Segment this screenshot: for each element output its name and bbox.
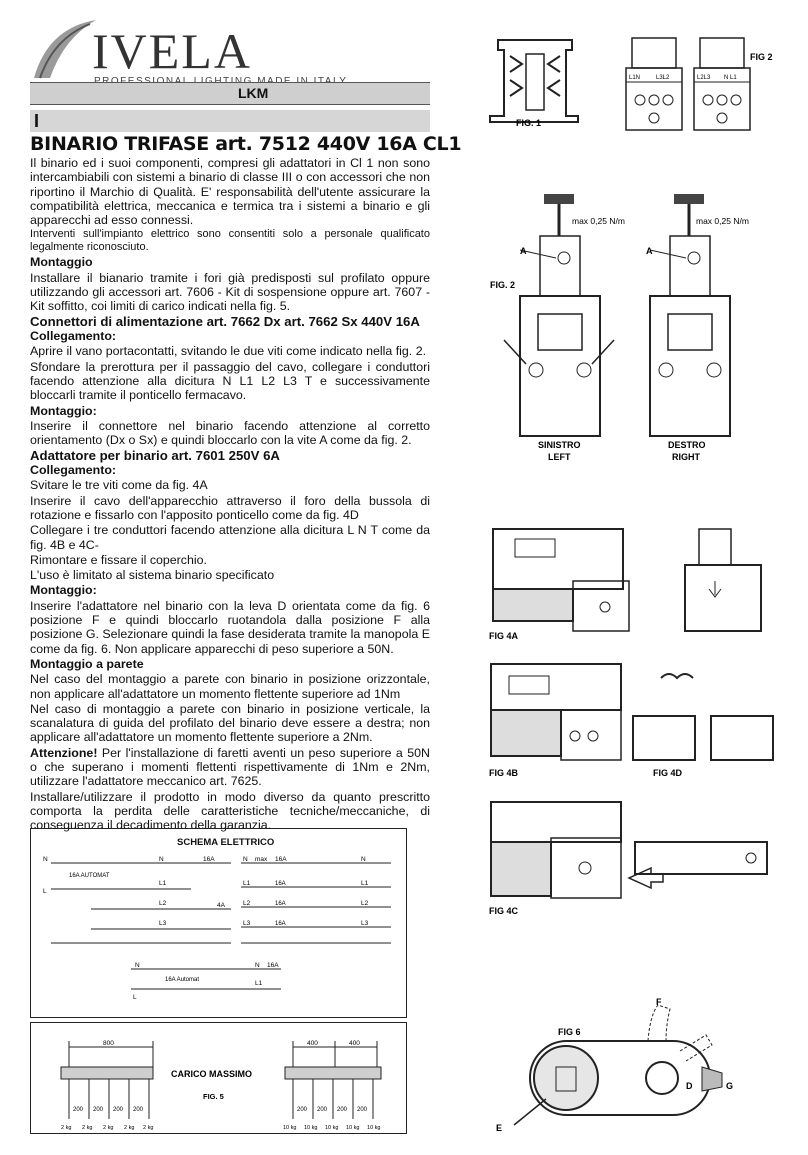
- schema-l-2: L: [133, 994, 137, 1001]
- term-right-1: L2L3: [697, 75, 711, 81]
- heading-montaggio-3: Montaggio:: [30, 583, 97, 598]
- brand-name: IVELA: [92, 23, 252, 79]
- fig2-top-label: FIG 2: [750, 52, 773, 62]
- page-title: BINARIO TRIFASE art. 7512 440V 16A CL1: [30, 133, 462, 155]
- heading-montaggio: Montaggio: [30, 255, 93, 270]
- product-code: LKM: [238, 85, 269, 101]
- schema-n-5: N: [135, 962, 140, 969]
- fig4c-label: FIG 4C: [489, 906, 519, 916]
- carico-title: CARICO MASSIMO: [171, 1069, 252, 1079]
- final-paragraph: Installare/utilizzare il prodotto in modo diverso da quanto prescritto comporta la perdita delle caratteristiche tecniche/meccaniche, di conseguenza il decadimento della garanzia.: [30, 789, 430, 833]
- schema-l2-2: L2: [243, 900, 251, 907]
- heading-collegamento-2: Collegamento:: [30, 463, 117, 478]
- spacing-left-4: 200: [133, 1107, 144, 1113]
- span-right-1: 400: [307, 1040, 318, 1047]
- fig4b-label: FIG 4B: [489, 768, 519, 778]
- weight-right-2: 10 kg: [304, 1125, 318, 1131]
- schema-l3-2: L3: [243, 920, 251, 927]
- schema-n-2: N: [159, 856, 164, 863]
- label-g: G: [726, 1081, 734, 1091]
- connector-right: [650, 194, 730, 436]
- heading-montaggio-2: Montaggio:: [30, 403, 97, 418]
- fig1-rail-profile: [470, 30, 600, 130]
- fig4a-adapter: [485, 525, 785, 645]
- coll2-paragraph-3: Collegare i tre conduttori facendo attenzione alla dicitura L N T come da fig. 4B e 4C-: [30, 523, 430, 552]
- schema-n-6: N: [255, 962, 260, 969]
- fig2-label: FIG. 2: [490, 280, 516, 290]
- brand-logo: [30, 14, 400, 84]
- schema-16a-4: 16A: [275, 901, 286, 907]
- language-tag: I: [34, 111, 40, 131]
- label-e: E: [496, 1123, 503, 1133]
- left-label-it: SINISTRO: [538, 440, 581, 450]
- spacing-right-2: 200: [317, 1107, 328, 1113]
- schema-l1-4: L1: [255, 980, 263, 987]
- fig2-connectors-left-right: [480, 190, 790, 470]
- language-bar: [30, 110, 430, 132]
- intro-paragraph: Il binario ed i suoi componenti, compresi gli adattatori in Cl 1 non sono intercambiabili con sistemi a binario di classe III o con accessori che non riportino il Marchio di Qualità. E' responsabilità dell'utente assicurare la compatibilità elettrica, meccanica e termica tra i sistemi a binario e gli apparecchi ad esso connessi.: [30, 156, 430, 228]
- torque-left: max 0,25 N/m: [572, 216, 625, 226]
- span-left: 800: [103, 1040, 114, 1047]
- span-right-2: 400: [349, 1040, 360, 1047]
- schema-l3-1: L3: [159, 920, 167, 927]
- montaggio-paragraph: Installare il bianario tramite i fori già predisposti sul profilato oppure utilizzando gli accessori art. 7606 - Kit di sospensione oppure art. 7607 - Kit soffitto, coi limiti di carico indicati nella fig. 5.: [30, 270, 430, 314]
- right-label-en: RIGHT: [672, 452, 700, 462]
- coll2-paragraph-4: Rimontare e fissare il coperchio.: [30, 552, 207, 567]
- schema-l1-2: L1: [243, 880, 251, 887]
- parete-paragraph-1: Nel caso del montaggio a parete con binario in posizione orizzontale, non applicare all'adattatore un momento flettente superiore ad 1Nm: [30, 672, 430, 701]
- schema-n-1: N: [43, 856, 48, 863]
- weight-right-5: 10 kg: [367, 1125, 381, 1131]
- attenzione-label: Attenzione!: [30, 745, 98, 760]
- schema-l2-3: L2: [361, 900, 369, 907]
- spacing-left-2: 200: [93, 1107, 104, 1113]
- label-a-right: A: [646, 246, 653, 256]
- schema-4a: 4A: [217, 902, 225, 909]
- right-label-it: DESTRO: [668, 440, 706, 450]
- spacing-right-3: 200: [337, 1107, 348, 1113]
- montaggio-2-paragraph: Inserire il connettore nel binario facendo attenzione al corretto orientamento (Dx o Sx) e quindi bloccarlo con la vite A come da fig. 2.: [30, 418, 430, 448]
- heading-collegamento: Collegamento:: [30, 329, 117, 344]
- spacing-right-4: 200: [357, 1107, 368, 1113]
- instructions-text: [30, 156, 430, 833]
- fig6-label: FIG 6: [558, 1027, 581, 1037]
- schema-automat-2: 16A Automat: [165, 977, 200, 983]
- spacing-left-3: 200: [113, 1107, 124, 1113]
- parete-paragraph-2: Nel caso di montaggio a parete con binario in posizione verticale, la scanalatura di guida del profilato del binario deve essere a destra; non applicare all'adattatore un momento flettente superiore a 2Nm.: [30, 701, 430, 745]
- spacing-left-1: 200: [73, 1107, 84, 1113]
- heading-parete: Montaggio a parete: [30, 656, 144, 671]
- intro-note: Interventi sull'impianto elettrico sono consentiti solo a personale qualificato legalmente riconosciuto.: [30, 228, 430, 254]
- torque-right: max 0,25 N/m: [696, 216, 749, 226]
- weight-left-3: 2 kg: [103, 1125, 114, 1131]
- schema-l3-3: L3: [361, 920, 369, 927]
- weight-left-1: 2 kg: [61, 1125, 72, 1131]
- weight-left-5: 2 kg: [143, 1125, 154, 1131]
- load-diagram: [31, 1023, 406, 1133]
- schema-16a-2: 16A: [275, 856, 287, 863]
- schema-16a-3: 16A: [275, 881, 286, 887]
- heading-connettori: Connettori di alimentazione art. 7662 Dx art. 7662 Sx 440V 16A: [30, 313, 420, 329]
- collegamento-paragraph-1: Aprire il vano portacontatti, svitando le due viti come indicato nella fig. 2.: [30, 344, 427, 359]
- weight-right-3: 10 kg: [325, 1125, 339, 1131]
- schema-max: max: [255, 856, 268, 863]
- logo-swoosh-icon: [30, 14, 100, 84]
- schema-16a-1: 16A: [203, 856, 215, 863]
- weight-left-2: 2 kg: [82, 1125, 93, 1131]
- collegamento-paragraph-2: Sfondare la prerottura per il passaggio del cavo, collegare i conduttori facendo attenzione alla dicitura N L1 L2 L3 T e successivamente bloccarli tramite il ponticello fermacavo.: [30, 359, 430, 403]
- schema-n-3: N: [243, 856, 248, 863]
- fig1-label: FIG. 1: [516, 118, 542, 128]
- label-f: F: [656, 997, 662, 1007]
- label-d: D: [686, 1081, 693, 1091]
- weight-left-4: 2 kg: [124, 1125, 135, 1131]
- schema-16a-6: 16A: [267, 962, 279, 969]
- schema-l2-1: L2: [159, 900, 167, 907]
- term-left-2: L3L2: [656, 75, 670, 81]
- weight-right-4: 10 kg: [346, 1125, 360, 1131]
- fig4b-adapter-wiring: [485, 660, 785, 780]
- product-code-bar: [30, 82, 430, 105]
- weight-right-1: 10 kg: [283, 1125, 297, 1131]
- label-a-left: A: [520, 246, 527, 256]
- fig4c-adapter-assembly: [485, 798, 785, 922]
- schema-elettrico-panel: [30, 828, 407, 1018]
- schema-automat-1: 16A AUTOMAT: [69, 873, 110, 879]
- attenzione-text: Per l'installazione di faretti aventi un peso superiore a 50N o che superano i momenti flettenti rispettivamente di 1Nm e 2Nm, utilizzare l'adattatore meccanico art. 7625.: [30, 745, 430, 789]
- term-right-2: N L1: [724, 75, 737, 81]
- schema-n-4: N: [361, 856, 366, 863]
- fig5-label: FIG. 5: [203, 1092, 224, 1101]
- schema-wiring-diagram: [31, 829, 406, 1017]
- term-left-1: L1N: [629, 75, 641, 81]
- fig6-adapter-knob: [490, 995, 790, 1135]
- left-label-en: LEFT: [548, 452, 571, 462]
- montaggio-3-paragraph: Inserire l'adattatore nel binario con la leva D orientata come da fig. 6 posizione F e quindi bloccarlo ruotandola dalla posizione F alla posizione G. Selezionare quindi la fase desiderata tramite la manopola E come da fig. 6. Non applicare apparecchi di peso superiore a 50N.: [30, 598, 430, 656]
- terminal-block-left: [626, 38, 682, 130]
- spacing-right-1: 200: [297, 1107, 308, 1113]
- terminal-block-right: [694, 38, 750, 130]
- coll2-paragraph-2: Inserire il cavo dell'apparecchio attraverso il foro della bussola di rotazione e fissarlo con l'apposito ponticello come da fig. 4D: [30, 493, 430, 522]
- fig4a-label: FIG 4A: [489, 631, 519, 641]
- coll2-paragraph-1: Svitare le tre viti come da fig. 4A: [30, 478, 208, 493]
- schema-16a-5: 16A: [275, 921, 286, 927]
- schema-l-1: L: [43, 888, 47, 895]
- schema-title: SCHEMA ELETTRICO: [177, 837, 275, 848]
- heading-adattatore: Adattatore per binario art. 7601 250V 6A: [30, 447, 280, 463]
- coll2-paragraph-5: L'uso è limitato al sistema binario specificato: [30, 568, 275, 583]
- fig2-connector-terminals: [620, 30, 800, 140]
- connector-left: [520, 194, 600, 436]
- carico-massimo-panel: [30, 1022, 407, 1134]
- fig4d-label: FIG 4D: [653, 768, 683, 778]
- attenzione-paragraph: [30, 746, 430, 789]
- schema-l1-1: L1: [159, 880, 167, 887]
- schema-l1-3: L1: [361, 880, 369, 887]
